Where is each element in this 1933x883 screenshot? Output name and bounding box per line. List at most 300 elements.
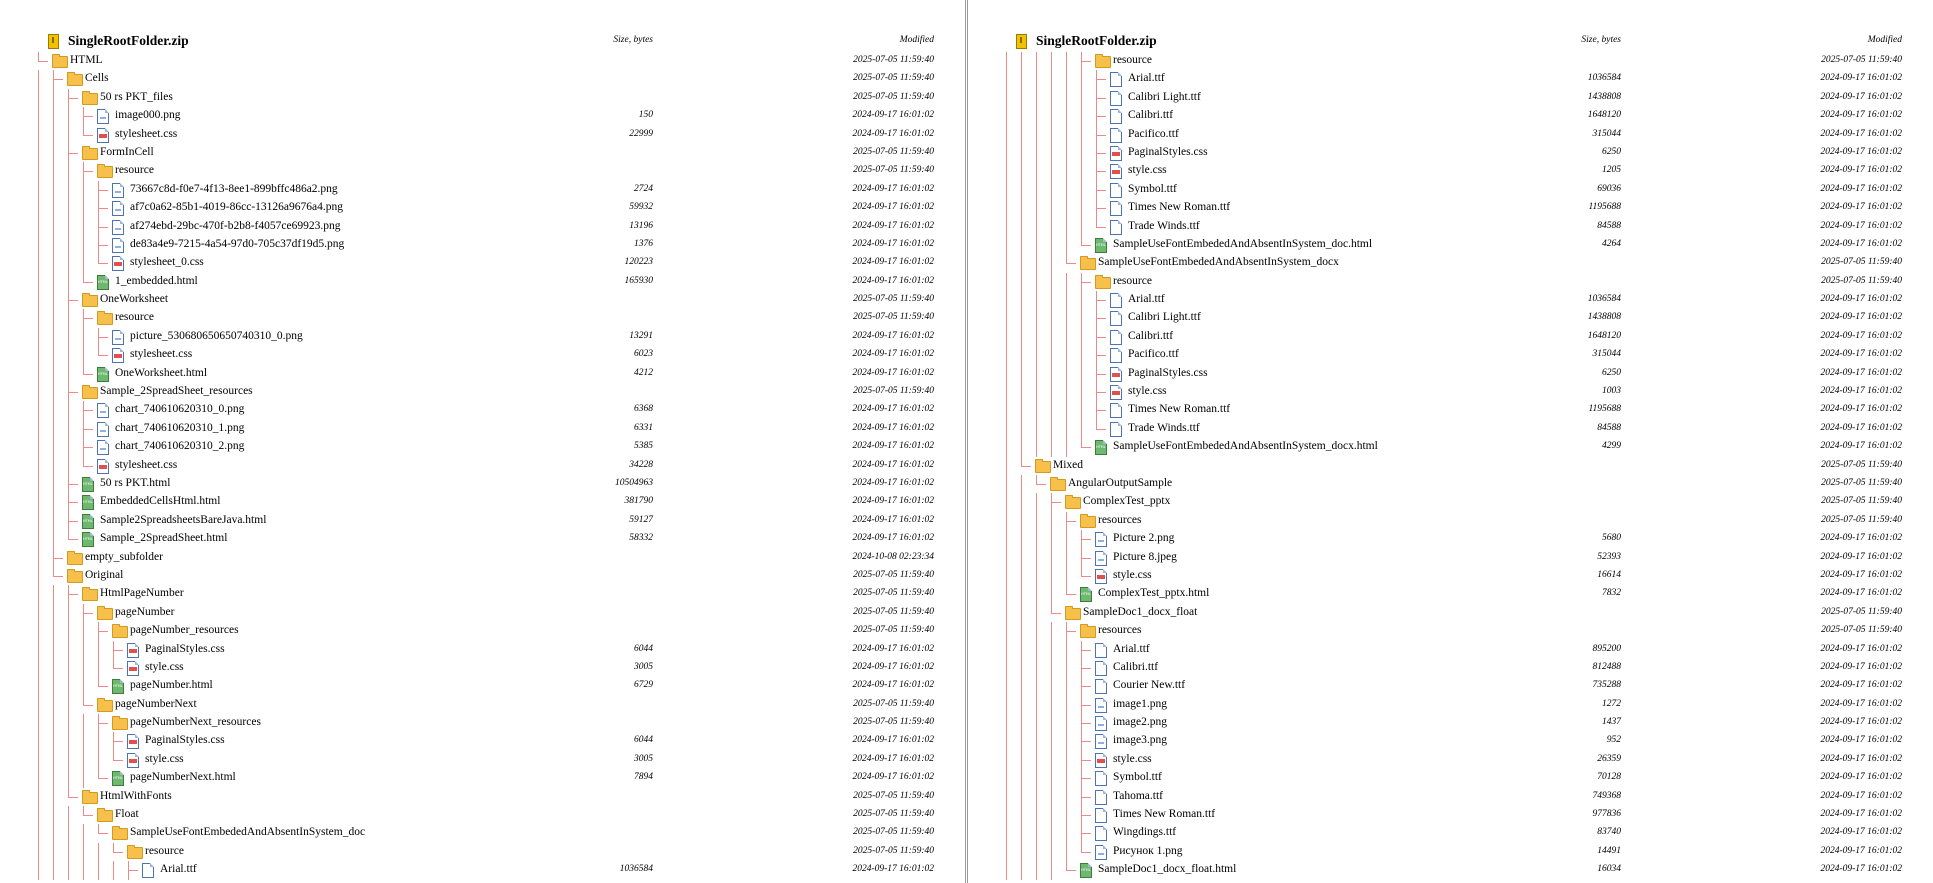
tree-guide-line: [98, 254, 99, 263]
entry-size: 735288: [1592, 680, 1621, 691]
file-row[interactable]: [968, 401, 1933, 419]
file-row[interactable]: [968, 126, 1933, 144]
file-row[interactable]: [0, 218, 965, 236]
tree-guide-line: [1036, 641, 1037, 659]
tree-guide-line: [38, 659, 39, 677]
folder-icon: [97, 700, 113, 712]
entry-name: FormInCell: [100, 145, 154, 158]
file-row[interactable]: [968, 144, 1933, 162]
html-file-icon: [1095, 238, 1107, 253]
tree-branch-line: [68, 153, 78, 154]
tree-guide-line: [1066, 273, 1067, 291]
folder-row[interactable]: [968, 273, 1933, 291]
file-row[interactable]: [968, 365, 1933, 383]
tree-guide-line: [68, 824, 69, 842]
entry-modified: 2024-09-17 16:01:02: [852, 477, 934, 488]
entry-size: 5680: [1602, 533, 1621, 544]
folder-row[interactable]: [0, 383, 965, 401]
tree-guide-line: [83, 824, 84, 842]
tree-guide-line: [53, 732, 54, 750]
file-row[interactable]: [968, 585, 1933, 603]
tree-guide-line: [53, 512, 54, 530]
entry-size: 315044: [1592, 128, 1621, 139]
entry-modified: 2024-09-17 16:01:02: [1820, 533, 1902, 544]
tree-guide-line: [1051, 420, 1052, 438]
file-row[interactable]: [968, 677, 1933, 695]
entry-modified: 2024-09-17 16:01:02: [852, 533, 934, 544]
tree-guide-line: [38, 751, 39, 769]
tree-guide-line: [1081, 181, 1082, 199]
tree-guide-line: [1051, 806, 1052, 824]
tree-guide-line: [1036, 475, 1037, 484]
tree-guide-line: [1066, 769, 1067, 787]
entry-modified: 2025-07-05 11:59:40: [1821, 55, 1902, 65]
entry-size: 69036: [1597, 183, 1621, 194]
entry-modified: 2024-09-17 16:01:02: [852, 753, 934, 764]
entry-size: 6368: [634, 404, 653, 415]
tree-branch-line: [1096, 116, 1106, 117]
file-row[interactable]: [968, 346, 1933, 364]
tree-guide-line: [38, 126, 39, 144]
entry-modified: 2024-09-17 16:01:02: [1820, 165, 1902, 176]
folder-icon: [112, 626, 128, 638]
folder-row[interactable]: [0, 585, 965, 603]
file-row[interactable]: [0, 512, 965, 530]
file-row[interactable]: [0, 659, 965, 677]
file-row[interactable]: [0, 236, 965, 254]
tree-guide-line: [1006, 641, 1007, 659]
entry-modified: 2024-09-17 16:01:02: [1820, 661, 1902, 672]
folder-icon: [112, 828, 128, 840]
entry-modified: 2024-09-17 16:01:02: [852, 202, 934, 213]
folder-row[interactable]: [0, 806, 965, 824]
tree-guide-line: [1021, 696, 1022, 714]
folder-row[interactable]: [0, 309, 965, 327]
tree-branch-line: [83, 613, 93, 614]
entry-size: 6023: [634, 349, 653, 360]
tree-branch-line: [98, 227, 108, 228]
folder-row[interactable]: [0, 824, 965, 842]
file-row[interactable]: [968, 696, 1933, 714]
file-row[interactable]: [968, 788, 1933, 806]
entry-size: 22999: [629, 128, 653, 139]
tree-guide-line: [1066, 549, 1067, 567]
tree-guide-line: [38, 843, 39, 861]
folder-icon: [82, 792, 98, 804]
entry-size: 1648120: [1587, 330, 1621, 341]
css-file-icon: [112, 348, 124, 363]
file-row[interactable]: [0, 438, 965, 456]
file-row[interactable]: [968, 861, 1933, 879]
tree-branch-line: [98, 631, 108, 632]
tree-guide-line: [83, 659, 84, 677]
folder-row[interactable]: [968, 457, 1933, 475]
folder-icon: [1065, 497, 1081, 509]
entry-name: resources: [1098, 624, 1142, 637]
tree-guide-line: [1051, 604, 1052, 613]
tree-guide-line: [1006, 769, 1007, 787]
tree-branch-line: [68, 98, 78, 99]
tree-guide-line: [1006, 309, 1007, 327]
tree-guide-line: [1036, 273, 1037, 291]
tree-guide-line: [1081, 107, 1082, 125]
entry-modified: 2024-09-17 16:01:02: [1820, 183, 1902, 194]
file-row[interactable]: [0, 420, 965, 438]
tree-guide-line: [1006, 218, 1007, 236]
folder-row[interactable]: [0, 52, 965, 70]
file-row[interactable]: [0, 457, 965, 475]
tree-guide-line: [83, 346, 84, 364]
folder-row[interactable]: [0, 291, 965, 309]
file-row[interactable]: [0, 346, 965, 364]
html-file-icon: [1095, 440, 1107, 455]
tree-guide-line: [1006, 659, 1007, 677]
folder-icon: [1095, 277, 1111, 289]
tree-guide-line: [1036, 530, 1037, 548]
tree-guide-line: [1006, 861, 1007, 879]
tree-guide-line: [83, 181, 84, 199]
entry-modified: 2024-09-17 16:01:02: [1820, 735, 1902, 746]
folder-row[interactable]: [968, 512, 1933, 530]
tree-branch-line: [1081, 61, 1091, 62]
tree-guide-line: [1066, 420, 1067, 438]
entry-name: chart_740610620310_0.png: [115, 403, 245, 416]
entry-name: PaginalStyles.css: [1128, 145, 1208, 158]
tree-branch-line: [1081, 852, 1091, 853]
entry-size: 59932: [629, 202, 653, 213]
html-file-icon: [97, 275, 109, 290]
entry-size: 120223: [624, 257, 653, 268]
size-column-header: Size, bytes: [613, 35, 653, 45]
file-icon: [1110, 311, 1122, 326]
entry-modified: 2025-07-05 11:59:40: [853, 717, 934, 728]
css-file-icon: [127, 753, 139, 768]
tree-guide-line: [53, 328, 54, 346]
file-row[interactable]: [0, 181, 965, 199]
tree-guide-line: [68, 622, 69, 640]
tree-guide-line: [1021, 530, 1022, 548]
tree-guide-line: [1021, 218, 1022, 236]
tree-guide-line: [1051, 70, 1052, 88]
file-row[interactable]: [968, 659, 1933, 677]
file-row[interactable]: [0, 475, 965, 493]
tree-guide-line: [1051, 659, 1052, 677]
entry-name: pageNumber.html: [130, 679, 213, 692]
tree-guide-line: [68, 714, 69, 732]
entry-modified: 2024-09-17 16:01:02: [1820, 73, 1902, 84]
file-row[interactable]: [0, 732, 965, 750]
archive-header: [0, 34, 965, 50]
tree-guide-line: [1006, 107, 1007, 125]
entry-modified: 2024-09-17 16:01:02: [1820, 790, 1902, 801]
tree-guide-line: [53, 622, 54, 640]
file-row[interactable]: [0, 273, 965, 291]
entry-size: 977836: [1592, 809, 1621, 820]
tree-guide-line: [1066, 714, 1067, 732]
tree-guide-line: [113, 751, 114, 760]
entry-size: 1036584: [1587, 73, 1621, 84]
tree-guide-line: [1036, 365, 1037, 383]
entry-name: Arial.ttf: [160, 863, 197, 876]
file-row[interactable]: [968, 383, 1933, 401]
folder-row[interactable]: [0, 567, 965, 585]
file-row[interactable]: [0, 199, 965, 217]
tree-guide-line: [1081, 126, 1082, 144]
file-row[interactable]: [0, 126, 965, 144]
tree-guide-line: [1051, 199, 1052, 217]
tree-guide-line: [1006, 493, 1007, 511]
tree-guide-line: [38, 530, 39, 548]
entry-name: pageNumber_resources: [130, 624, 239, 637]
tree-guide-line: [1021, 291, 1022, 309]
folder-row[interactable]: [0, 604, 965, 622]
entry-name: Sample_2SpreadSheet.html: [100, 532, 228, 545]
tree-guide-line: [68, 254, 69, 272]
tree-guide-line: [1021, 788, 1022, 806]
tree-branch-line: [1081, 797, 1091, 798]
tree-guide-line: [1036, 107, 1037, 125]
tree-guide-line: [38, 769, 39, 787]
folder-row[interactable]: [0, 144, 965, 162]
entry-modified: 2025-07-05 11:59:40: [1821, 257, 1902, 268]
tree-guide-line: [1081, 162, 1082, 180]
tree-guide-line: [1036, 218, 1037, 236]
folder-row[interactable]: [968, 475, 1933, 493]
tree-guide-line: [1036, 696, 1037, 714]
folder-row[interactable]: [968, 254, 1933, 272]
tree-guide-line: [83, 457, 84, 466]
file-row[interactable]: [968, 732, 1933, 750]
file-icon: [1095, 808, 1107, 823]
file-row[interactable]: [0, 530, 965, 548]
file-row[interactable]: [968, 70, 1933, 88]
tree-guide-line: [38, 567, 39, 585]
tree-guide-line: [1066, 70, 1067, 88]
file-row[interactable]: [0, 641, 965, 659]
tree-guide-line: [1066, 328, 1067, 346]
tree-guide-line: [1066, 843, 1067, 861]
file-row[interactable]: [0, 751, 965, 769]
entry-name: image3.png: [1113, 734, 1167, 747]
file-row[interactable]: [968, 714, 1933, 732]
entry-name: style.css: [145, 660, 184, 673]
file-row[interactable]: [968, 420, 1933, 438]
tree-guide-line: [1006, 585, 1007, 603]
file-row[interactable]: [968, 843, 1933, 861]
tree-guide-line: [1066, 530, 1067, 548]
file-row[interactable]: [968, 309, 1933, 327]
entry-size: 381790: [624, 496, 653, 507]
tree-guide-line: [1066, 291, 1067, 309]
tree-guide-line: [1051, 714, 1052, 732]
tree-guide-line: [38, 89, 39, 107]
tree-guide-line: [1006, 254, 1007, 272]
tree-branch-line: [1096, 337, 1106, 338]
tree-branch-line: [98, 833, 108, 834]
file-row[interactable]: [968, 769, 1933, 787]
file-row[interactable]: [968, 89, 1933, 107]
tree-guide-line: [68, 273, 69, 291]
tree-guide-line: [1006, 475, 1007, 493]
image-file-icon: [112, 238, 124, 253]
folder-row[interactable]: [0, 696, 965, 714]
tree-guide-line: [1006, 567, 1007, 585]
tree-guide-line: [83, 751, 84, 769]
folder-row[interactable]: [0, 714, 965, 732]
tree-guide-line: [1036, 420, 1037, 438]
entry-modified: 2024-09-17 16:01:02: [1820, 441, 1902, 452]
folder-row[interactable]: [0, 162, 965, 180]
entry-size: 16034: [1597, 864, 1621, 875]
tree-guide-line: [38, 401, 39, 419]
entry-name: stylesheet.css: [130, 348, 193, 361]
tree-guide-line: [53, 788, 54, 806]
entry-size: 4212: [634, 367, 653, 378]
entry-name: Picture 8.jpeg: [1113, 550, 1177, 563]
file-row[interactable]: [968, 549, 1933, 567]
entry-modified: 2025-07-05 11:59:40: [853, 809, 934, 820]
folder-row[interactable]: [0, 788, 965, 806]
tree-guide-line: [38, 107, 39, 125]
file-row[interactable]: [0, 107, 965, 125]
file-row[interactable]: [0, 365, 965, 383]
tree-guide-line: [53, 383, 54, 401]
file-row[interactable]: [968, 107, 1933, 125]
entry-size: 7894: [634, 772, 653, 783]
entry-modified: 2024-09-17 16:01:02: [1820, 238, 1902, 249]
entry-name: 50 rs PKT_files: [100, 90, 173, 103]
file-row[interactable]: [0, 493, 965, 511]
entry-size: 4264: [1602, 238, 1621, 249]
tree-branch-line: [83, 410, 93, 411]
tree-guide-line: [68, 199, 69, 217]
file-row[interactable]: [968, 641, 1933, 659]
tree-guide-line: [53, 420, 54, 438]
tree-guide-line: [1021, 806, 1022, 824]
tree-guide-line: [1066, 567, 1067, 585]
tree-guide-line: [1066, 696, 1067, 714]
image-file-icon: [1095, 532, 1107, 547]
file-row[interactable]: [0, 254, 965, 272]
tree-guide-line: [1051, 144, 1052, 162]
tree-guide-line: [38, 346, 39, 364]
folder-row[interactable]: [0, 622, 965, 640]
entry-size: 5385: [634, 441, 653, 452]
file-row[interactable]: [0, 401, 965, 419]
file-row[interactable]: [968, 567, 1933, 585]
tree-guide-line: [1066, 401, 1067, 419]
tree-guide-line: [1036, 824, 1037, 842]
tree-guide-line: [1081, 365, 1082, 383]
tree-branch-line: [1081, 705, 1091, 706]
entry-modified: 2025-07-05 11:59:40: [1821, 477, 1902, 488]
tree-guide-line: [1081, 199, 1082, 217]
folder-row[interactable]: [968, 493, 1933, 511]
file-row[interactable]: [968, 328, 1933, 346]
tree-guide-line: [1021, 732, 1022, 750]
tree-guide-line: [68, 604, 69, 622]
entry-name: af7c0a62-85b1-4019-86cc-13126a9676a4.png: [130, 201, 344, 214]
folder-row[interactable]: [0, 89, 965, 107]
entry-name: Calibri Light.ttf: [1128, 90, 1201, 103]
entry-name: stylesheet.css: [115, 127, 178, 140]
entry-name: image2.png: [1113, 716, 1167, 729]
zip-archive-icon: [1016, 34, 1027, 49]
html-file-icon: [82, 477, 94, 492]
entry-name: 73667c8d-f0e7-4f13-8ee1-899bffc486a2.png: [130, 182, 338, 195]
file-row[interactable]: [968, 806, 1933, 824]
file-row[interactable]: [968, 181, 1933, 199]
file-row[interactable]: [968, 824, 1933, 842]
entry-modified: 2024-09-17 16:01:02: [1820, 864, 1902, 875]
entry-name: Arial.ttf: [1128, 72, 1165, 85]
tree-guide-line: [83, 622, 84, 640]
file-row[interactable]: [968, 751, 1933, 769]
folder-row[interactable]: [0, 843, 965, 861]
file-row[interactable]: [968, 236, 1933, 254]
file-row[interactable]: [0, 328, 965, 346]
archive-header: [968, 34, 1933, 50]
entry-modified: 2024-09-17 16:01:02: [852, 864, 934, 875]
tree-guide-line: [38, 475, 39, 493]
tree-guide-line: [68, 677, 69, 695]
tree-guide-line: [1051, 769, 1052, 787]
tree-branch-line: [83, 374, 93, 375]
tree-branch-line: [1081, 686, 1091, 687]
entry-name: SampleDoc1_docx_float: [1083, 605, 1198, 618]
tree-guide-line: [38, 512, 39, 530]
size-column-header: Size, bytes: [1581, 35, 1621, 45]
file-row[interactable]: [968, 530, 1933, 548]
folder-row[interactable]: [0, 549, 965, 567]
folder-row[interactable]: [968, 52, 1933, 70]
entry-size: 1376: [634, 238, 653, 249]
file-row[interactable]: [968, 199, 1933, 217]
file-row[interactable]: [0, 769, 965, 787]
file-row[interactable]: [0, 677, 965, 695]
tree-guide-line: [68, 162, 69, 180]
tree-guide-line: [1051, 549, 1052, 567]
tree-guide-line: [1036, 732, 1037, 750]
entry-size: 1438808: [1587, 312, 1621, 323]
tree-guide-line: [1081, 291, 1082, 309]
folder-row[interactable]: [968, 622, 1933, 640]
entry-size: 1003: [1602, 386, 1621, 397]
entry-name: PaginalStyles.css: [1128, 366, 1208, 379]
file-row[interactable]: [968, 291, 1933, 309]
tree-guide-line: [1036, 52, 1037, 70]
tree-guide-line: [38, 365, 39, 383]
entry-name: style.css: [145, 752, 184, 765]
file-row[interactable]: [968, 162, 1933, 180]
folder-row[interactable]: [968, 604, 1933, 622]
file-row[interactable]: [0, 861, 965, 879]
folder-row[interactable]: [0, 70, 965, 88]
file-row[interactable]: [968, 438, 1933, 456]
entry-name: resource: [115, 311, 154, 324]
tree-guide-line: [68, 530, 69, 539]
tree-guide-line: [1036, 438, 1037, 456]
entry-name: Рисунок 1.png: [1113, 844, 1183, 857]
tree-branch-line: [1081, 760, 1091, 761]
folder-icon: [82, 589, 98, 601]
tree-branch-line: [53, 558, 63, 559]
tree-guide-line: [1021, 181, 1022, 199]
tree-guide-line: [1021, 328, 1022, 346]
tree-guide-line: [1051, 622, 1052, 640]
file-row[interactable]: [968, 218, 1933, 236]
tree-guide-line: [68, 788, 69, 797]
